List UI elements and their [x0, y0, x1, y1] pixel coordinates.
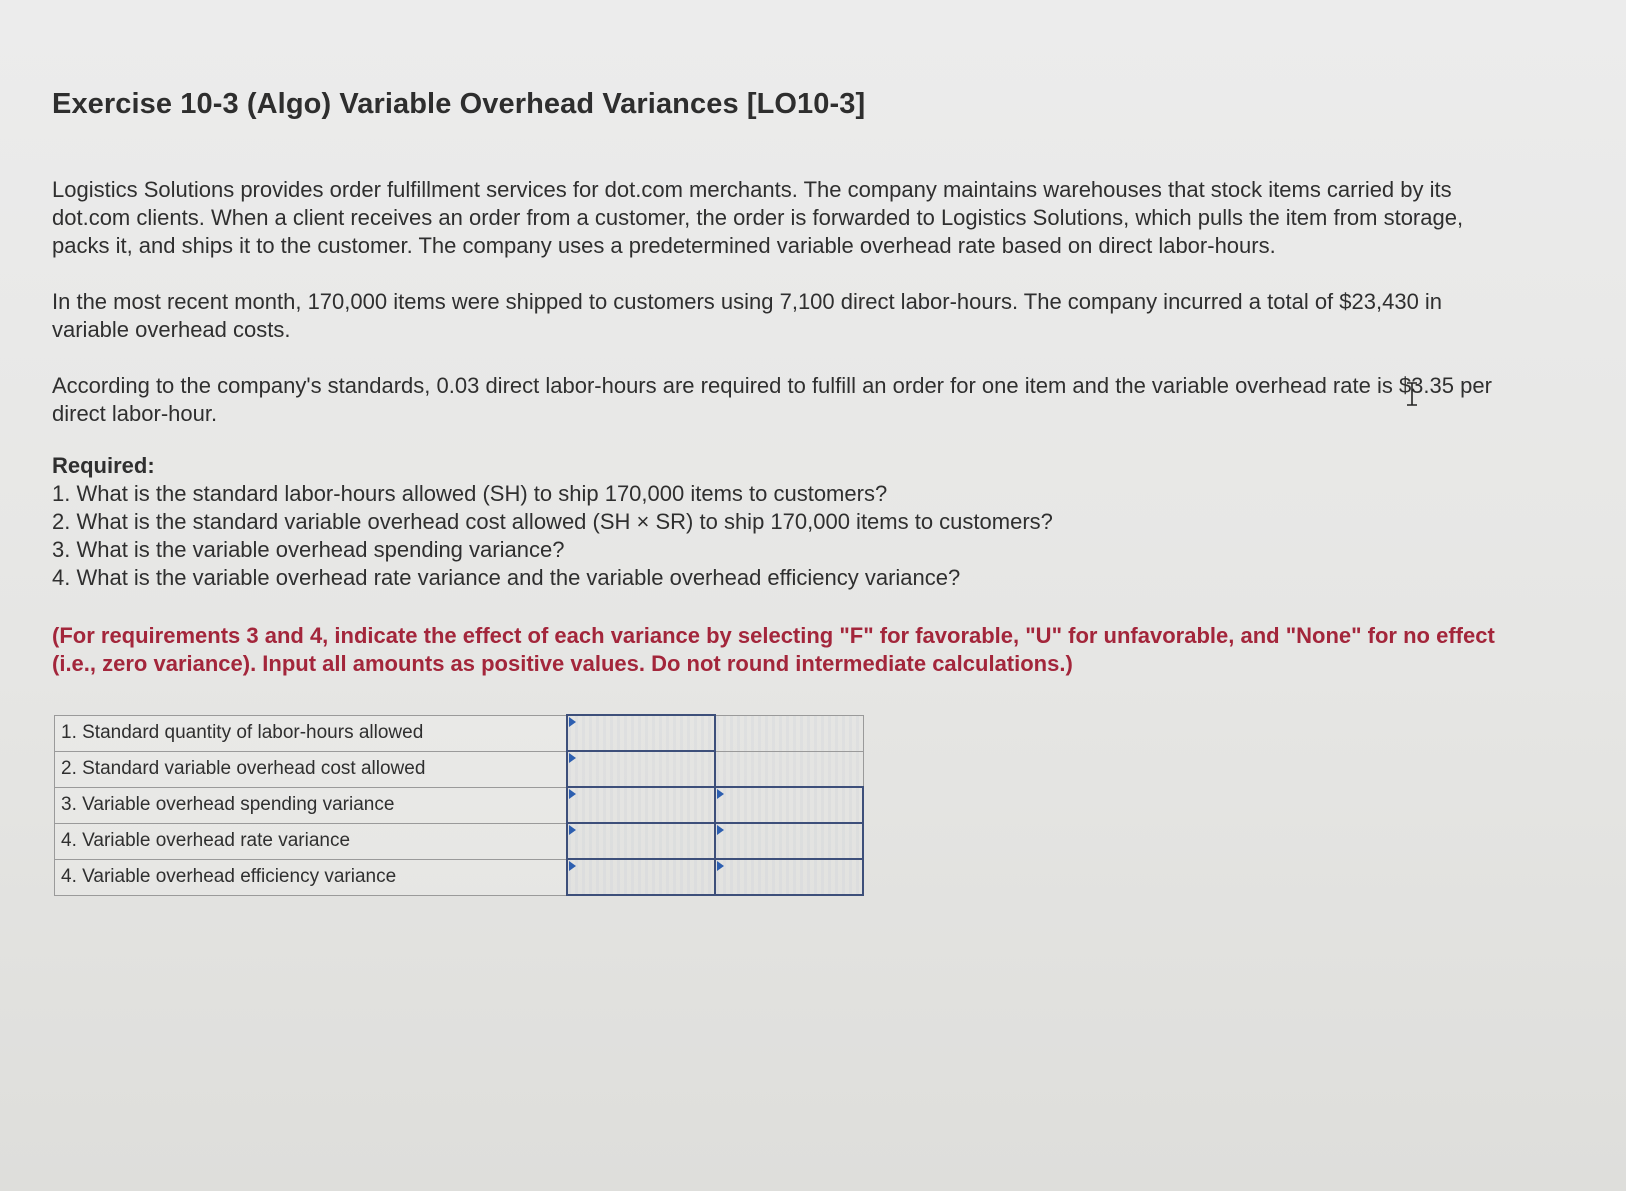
standard-cost-input[interactable] — [568, 752, 714, 786]
row-label: 3. Variable overhead spending variance — [55, 787, 568, 823]
exercise-page — [52, 88, 1512, 896]
paragraph-recent-month: In the most recent month, 170,000 items were shipped to customers using 7,100 direct labor-hours. The company incurred a total of $23,430 in variable overhead costs. — [52, 289, 1443, 342]
table-row — [55, 823, 864, 859]
text-cursor-icon — [1405, 382, 1419, 406]
input-flag-icon — [569, 717, 576, 727]
spending-variance-input[interactable] — [568, 788, 714, 822]
input-flag-icon — [569, 753, 576, 763]
exercise-title: Exercise 10-3 (Algo) Variable Overhead Variances [LO10-3] — [52, 88, 866, 120]
amount-cell[interactable] — [567, 787, 715, 823]
amount-cell[interactable] — [567, 751, 715, 787]
required-heading: Required: — [52, 453, 155, 478]
row-label: 2. Standard variable overhead cost allowed — [55, 751, 568, 787]
amount-cell[interactable] — [567, 859, 715, 895]
table-row — [55, 787, 864, 823]
sh-amount-input[interactable] — [568, 716, 714, 750]
input-flag-icon — [569, 789, 576, 799]
requirement-item: 3. What is the variable overhead spending variance? — [52, 537, 565, 562]
efficiency-variance-input[interactable] — [568, 860, 714, 894]
instruction-note: (For requirements 3 and 4, indicate the effect of each variance by selecting "F" for favorable, "U" for unfavorable, and "None" for no effect (i.e., zero variance). Input all amounts as positive values. Do not round intermediate calculations.) — [52, 623, 1495, 676]
amount-cell[interactable] — [567, 823, 715, 859]
amount-cell[interactable] — [567, 715, 715, 751]
requirement-item: 1. What is the standard labor-hours allowed (SH) to ship 170,000 items to customers? — [52, 481, 888, 506]
paragraph-standards: According to the company's standards, 0.03 direct labor-hours are required to fulfill an order for one item and the variable overhead rate is $3.35 per direct labor-hour. — [52, 373, 1492, 426]
paragraph-company-description: Logistics Solutions provides order fulfillment services for dot.com merchants. The company maintains warehouses that stock items carried by its dot.com clients. When a client receives an order from a customer, the order is forwarded to Logistics Solutions, which pulls the item from storage, packs it, and ships it to the customer. The company uses a predetermined variable overhead rate based on direct labor-hours. — [52, 177, 1464, 258]
requirement-item: 4. What is the variable overhead rate variance and the variable overhead efficiency variance? — [52, 565, 961, 590]
row-label: 4. Variable overhead efficiency variance — [55, 859, 568, 895]
rate-variance-input[interactable] — [568, 824, 714, 858]
input-flag-icon — [717, 861, 724, 871]
requirement-item: 2. What is the standard variable overhead cost allowed (SH × SR) to ship 170,000 items to customers? — [52, 509, 1053, 534]
row-label: 4. Variable overhead rate variance — [55, 823, 568, 859]
input-flag-icon — [569, 861, 576, 871]
effect-cell-empty — [715, 715, 863, 751]
requirements-list — [52, 480, 1512, 592]
efficiency-variance-effect-select[interactable] — [716, 860, 862, 894]
answer-table — [54, 714, 864, 896]
table-row — [55, 715, 864, 751]
effect-cell[interactable] — [715, 787, 863, 823]
row-label: 1. Standard quantity of labor-hours allowed — [55, 715, 568, 751]
table-row — [55, 751, 864, 787]
effect-cell-empty — [715, 751, 863, 787]
input-flag-icon — [717, 825, 724, 835]
table-row — [55, 859, 864, 895]
rate-variance-effect-select[interactable] — [716, 824, 862, 858]
spending-variance-effect-select[interactable] — [716, 788, 862, 822]
input-flag-icon — [717, 789, 724, 799]
effect-cell[interactable] — [715, 859, 863, 895]
input-flag-icon — [569, 825, 576, 835]
effect-cell[interactable] — [715, 823, 863, 859]
